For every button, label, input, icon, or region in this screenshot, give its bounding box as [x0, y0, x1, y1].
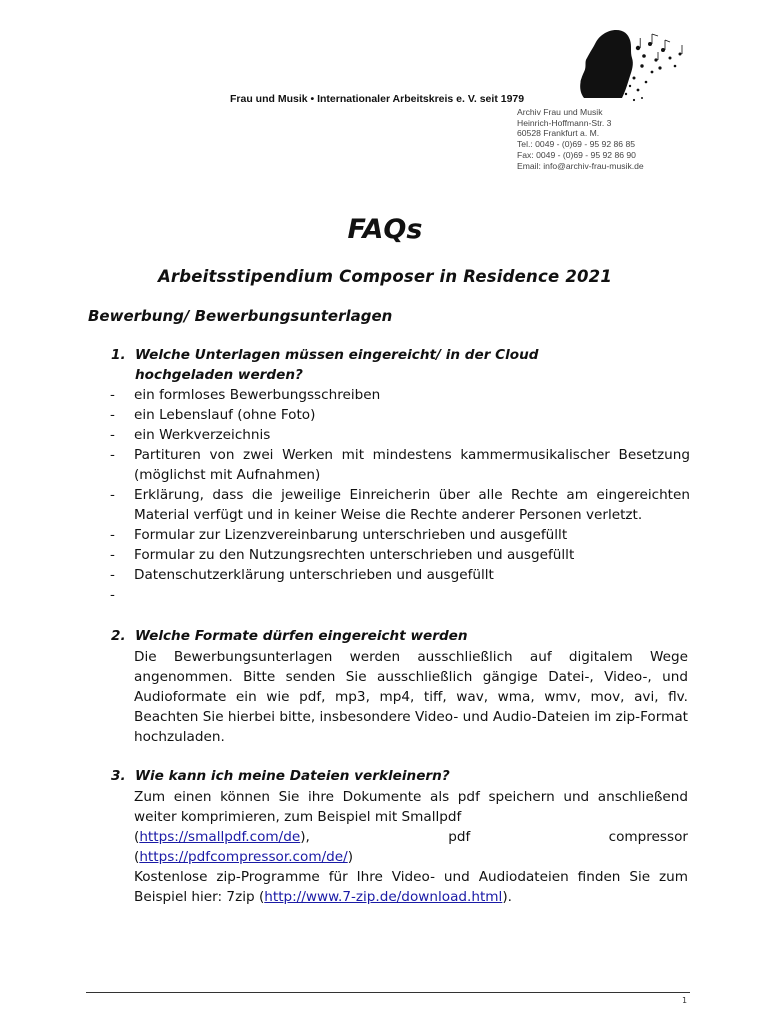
- address-line: 60528 Frankfurt a. M.: [517, 128, 600, 139]
- question-text: Welche Unterlagen müssen eingereicht/ in der Cloud: [135, 347, 539, 363]
- question-number: 3.: [111, 768, 126, 784]
- smallpdf-link[interactable]: https://smallpdf.com/de: [139, 829, 301, 845]
- section-heading: Bewerbung/ Bewerbungsunterlagen: [88, 307, 393, 325]
- answer-text: Die Bewerbungsunterlagen werden ausschließlich auf digitalem Wege angenommen. Bitte senden Sie ausschließlich gängige Datei-, Video-, und Audioformate ein wie pdf, mp3, mp4, tiff, wav, wma, wmv, mov, avi, flv. Beachten Sie hierbei bitte, insbesondere Video- und Audio-Dateien im zip-Format hochzuladen.: [134, 649, 688, 745]
- compressor-label: compressor: [608, 829, 688, 845]
- question-2: [111, 626, 591, 646]
- page-number: 1: [682, 996, 688, 1005]
- list-item: - Partituren von zwei Werken mit mindestens kammermusikalischer Besetzung (möglichst mit Aufnahmen): [110, 447, 690, 483]
- 7zip-download-link[interactable]: http://www.7-zip.de/download.html: [264, 889, 503, 905]
- list-item: - ein formloses Bewerbungsschreiben: [110, 387, 381, 403]
- list-item: - Erklärung, dass die jeweilige Einreicherin über alle Rechte am eingereichten Material verfügt und in keiner Weise die Rechte anderer Personen verletzt.: [110, 487, 690, 523]
- list-item: - Formular zu den Nutzungsrechten unterschrieben und ausgefüllt: [110, 547, 575, 563]
- question-text-continued: hochgeladen werden?: [135, 367, 303, 383]
- organization-header: Frau und Musik • Internationaler Arbeitskreis e. V. seit 1979: [230, 93, 525, 105]
- question-text: Wie kann ich meine Dateien verkleinern?: [135, 768, 450, 784]
- list-item: - ein Lebenslauf (ohne Foto): [110, 407, 316, 423]
- pdf-label: pdf: [448, 829, 471, 845]
- compressor-links-row: (https://smallpdf.com/de), pdf compressor: [134, 829, 688, 845]
- list-item: -: [110, 587, 115, 603]
- zip-programs-text: Kostenlose zip-Programme für Ihre Video- und Audiodateien finden Sie zum Beispiel hier: 7zip: [134, 869, 688, 905]
- pdfcompressor-link[interactable]: https://pdfcompressor.com/de/: [139, 849, 348, 865]
- address-line: Archiv Frau und Musik: [517, 107, 603, 117]
- answer-2: [134, 647, 688, 747]
- list-item: - ein Werkverzeichnis: [110, 427, 271, 443]
- question-number: 2.: [111, 628, 126, 644]
- address-line: Tel.: 0049 - (0)69 - 95 92 86 85: [517, 139, 635, 150]
- question-1: [111, 345, 591, 385]
- page-title: FAQs: [347, 214, 423, 245]
- archive-address-block: [517, 107, 644, 171]
- question-3: [111, 766, 591, 786]
- address-line: Fax: 0049 - (0)69 - 95 92 86 90: [517, 149, 636, 160]
- address-line: Heinrich-Hoffmann-Str. 3: [517, 117, 612, 128]
- list-item: - Datenschutzerklärung unterschrieben und ausgefüllt: [110, 567, 494, 583]
- required-documents-list: [110, 385, 690, 605]
- question-text: Welche Formate dürfen eingereicht werden: [135, 628, 468, 644]
- page-subtitle: Arbeitsstipendium Composer in Residence 2021: [157, 267, 613, 286]
- question-number: 1.: [111, 347, 126, 363]
- frau-und-musik-logo: [560, 20, 690, 105]
- answer-text: Zum einen können Sie ihre Dokumente als pdf speichern und anschließend weiter komprimieren, zum Beispiel mit Smallpdf: [134, 789, 688, 825]
- address-line: Email: info@archiv-frau-musik.de: [517, 160, 644, 171]
- list-item: - Formular zur Lizenzvereinbarung unterschrieben und ausgefüllt: [110, 527, 568, 543]
- answer-3: Zum einen können Sie ihre Dokumente als pdf speichern und anschließend weiter komprimieren, zum Beispiel mit Smallpdf (https://smallpdf.com/de), pdf compressor (https://pdfcompressor.com/de/) Kostenlose zip-Programme für Ihre Video- und Audiodateien finden Sie zum Beispiel hier: 7zip (http://www.7-zip.de/download.html).: [134, 789, 688, 905]
- footer-divider: [86, 992, 690, 993]
